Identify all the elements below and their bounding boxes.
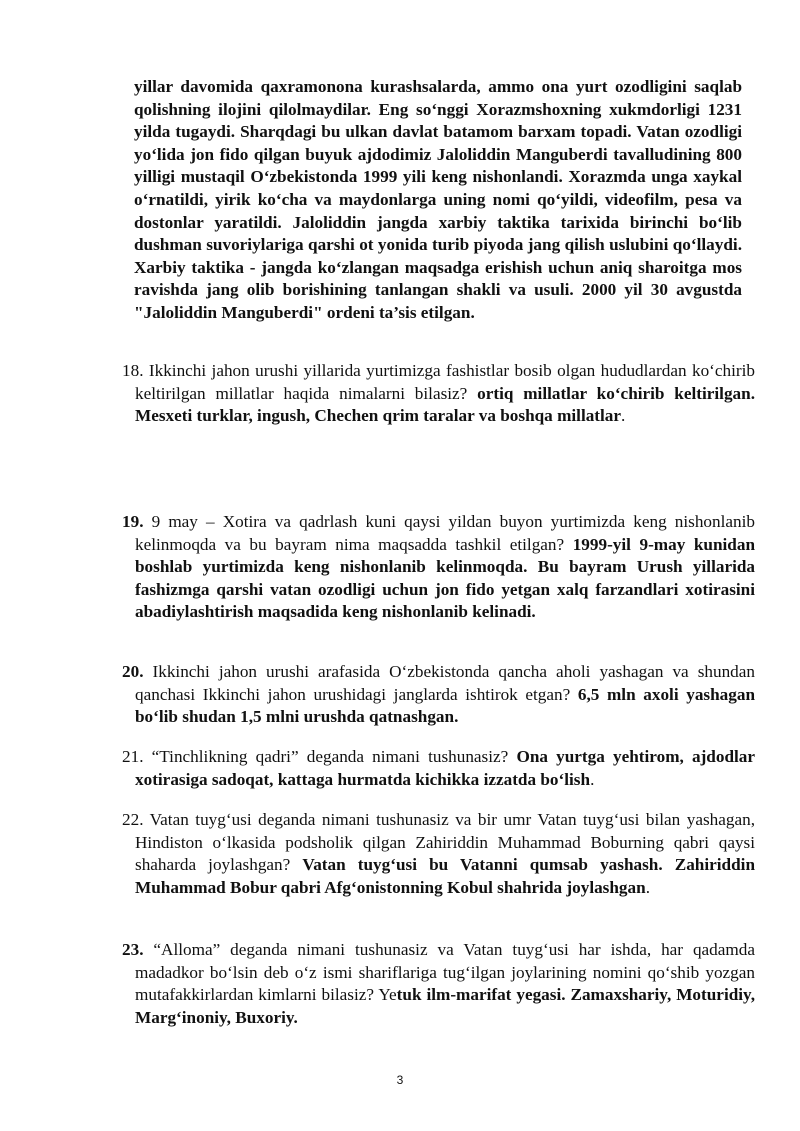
question-21 [122, 746, 755, 791]
question-number: 20. [122, 662, 144, 681]
answer-tail: . [621, 406, 626, 426]
answer-tail: . [645, 877, 650, 897]
question-number: 18. [122, 361, 144, 380]
continued-answer-paragraph [134, 76, 742, 325]
answer-text: tuk ilm-marifat yegasi. Zamaxshariy, Moturidiy, Marg‘inoniy, Buxoriy. [135, 985, 755, 1027]
question-text: Vatan tuyg‘usi deganda nimani tushunasiz va bir umr Vatan tuyg‘usi bilan yashagan, Hindiston o‘lkasida podsholik qilgan Zahiriddin Muhammad Boburning qabri qaysi shaharda joylashgan? [135, 810, 755, 875]
answer-text: Ona yurtga yehtirom, ajdodlar xotirasiga sadoqat, kattaga hurmatda kichikka izzatda bo‘lish [135, 747, 756, 789]
page-number: 3 [396, 1073, 404, 1087]
question-text: “Alloma” deganda nimani tushunasiz va Vatan tuyg‘usi har ishda, har qadamda madadkor bo‘lsin deb o‘z ismi shariflariga tug‘ilgan joylarining nomini qo‘shib yozgan mutafakkirlardan kimlarni bilasiz? Ye [135, 940, 755, 1005]
answer-text: ortiq millatlar ko‘chirib keltirilgan. Mesxeti turklar, ingush, Chechen qrim taralar va boshqa millatlar [135, 383, 755, 426]
question-number: 22. [122, 810, 144, 829]
question-number: 19. [122, 512, 144, 531]
answer-text: Vatan tuyg‘usi bu Vatanni qumsab yashash. Zahiriddin Muhammad Bobur qabri Afg‘onistonning Kobul shahrida joylashgan [135, 855, 755, 897]
question-number: 21. [122, 747, 144, 766]
question-20 [122, 661, 755, 729]
question-19 [122, 511, 755, 624]
question-text: “Tinchlikning qadri” deganda nimani tushunasiz? [143, 747, 517, 766]
question-text: 9 may – Xotira va qadrlash kuni qaysi yildan buyon yurtimizda keng nishonlanib kelinmoqda va bu bayram nima maqsadda tashkil etilgan? [135, 512, 755, 554]
question-text: Ikkinchi jahon urushi arafasida O‘zbekistonda qancha aholi yashagan va shundan qanchasi Ikkinchi jahon urushidagi janglarda ishtirok etgan? [135, 662, 755, 704]
question-number: 23. [122, 940, 144, 959]
continued-answer-text: yillar davomida qaxramonona kurashsalarda, ammo ona yurt ozodligini saqlab qolishning ilojini qilolmaydilar. Eng so‘nggi Xorazmshoxning xukmdorligi 1231 yilda tugaydi. Sharqdagi bu ulkan davlat batamom barxam topadi. Vatan ozodligi yo‘lida jon fido qilgan buyuk ajdodimiz Jaloliddin Manguberdi tavalludining 800 yilligi mustaqil O‘zbekistonda 1999 yili keng nishonlandi. Xorazmda unga xaykal o‘rnatildi, yirik ko‘cha va maydonlarga uning nomi qo‘yildi, videofilm, pesa va dostonlar yaratildi. Jaloliddin jangda xarbiy taktika tarixida birinchi bo‘lib dushman suvoriylariga qarshi ot yonida turib piyoda jang qilish uslubini qo‘llaydi. Xarbiy taktika - jangda ko‘zlangan maqsadga erishish uchun aniq sharoitga mos ravishda jang olib borishining tanlangan shakli va usuli. 2000 yil 30 avgustda "Jaloliddin Manguberdi" ordeni ta’sis etilgan. [134, 77, 742, 322]
question-18 [122, 360, 755, 428]
question-22 [122, 809, 755, 899]
answer-text: 1999-yil 9-may kunidan boshlab yurtimizda keng nishonlanib kelinmoqda. Bu bayram Urush yillarida fashizmga qarshi vatan ozodligi uchun jon fido yetgan xalq farzandlari xotirasini abadiylashtirish maqsadida keng nishonlanib kelinadi. [135, 534, 756, 622]
answer-text: 6,5 mln axoli yashagan bo‘lib shudan 1,5 mlni urushda qatnashgan. [135, 684, 756, 727]
answer-tail: . [590, 769, 595, 789]
question-23 [122, 939, 755, 1029]
question-text: Ikkinchi jahon urushi yillarida yurtimizga fashistlar bosib olgan hududlardan ko‘chirib keltirilgan millatlar haqida nimalarni bilasiz? [135, 361, 755, 403]
